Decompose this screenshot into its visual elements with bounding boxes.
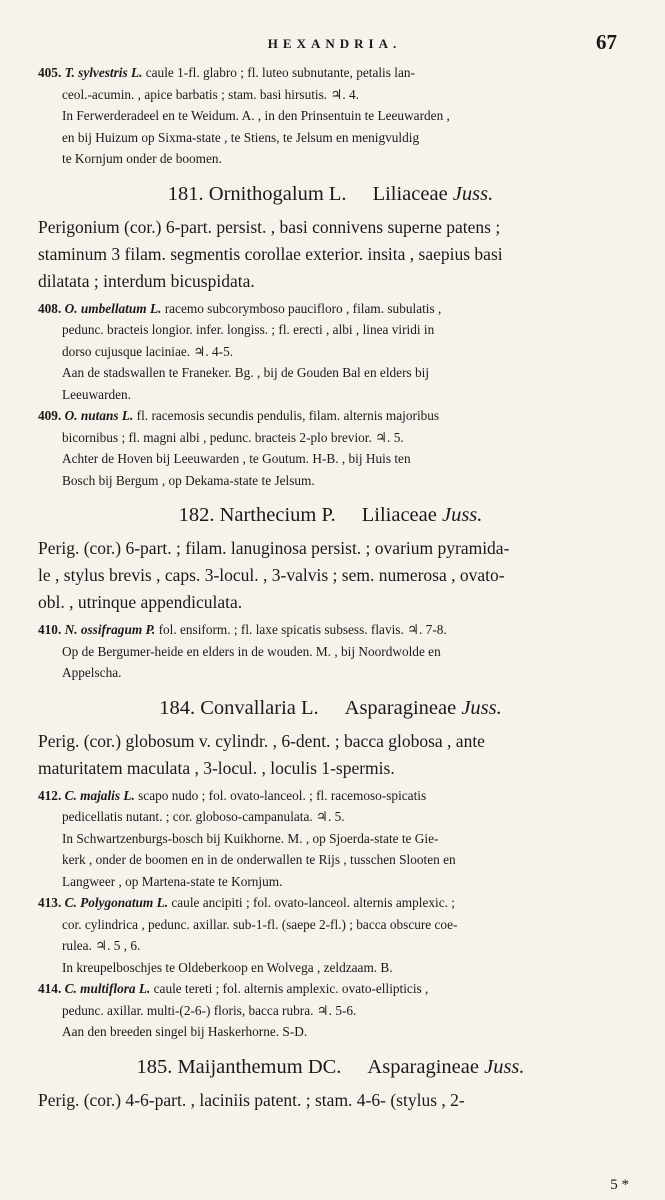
genus-description-line: le , stylus brevis , caps. 3-locul. , 3-valvis ; sem. numerosa , ovato- xyxy=(38,565,505,585)
species-line xyxy=(38,892,623,914)
locality-text: Aan de stadswallen te Franeker. Bg. , bij de Gouden Bal en elders bij xyxy=(62,365,430,380)
locality-text: Aan den breeden singel bij Haskerhorne. S-D. xyxy=(62,1024,308,1039)
genus-description xyxy=(38,1087,623,1114)
genus-heading xyxy=(38,501,623,529)
family-author: Juss. xyxy=(452,182,494,205)
entry-414 xyxy=(38,978,623,1043)
entry-413 xyxy=(38,892,623,978)
entry-412 xyxy=(38,785,623,893)
species-description: fol. ensiform. ; fl. laxe spicatis subsess. flavis. ♃. 7-8. xyxy=(158,622,447,637)
species-name: N. ossifragum P. xyxy=(64,622,156,637)
species-name: O. nutans L. xyxy=(64,408,134,423)
species-description: caule tereti ; fol. alternis amplexic. ovato-ellipticis , xyxy=(153,981,429,996)
entry-408 xyxy=(38,298,623,406)
locality-text: Bosch bij Bergum , op Dekama-state te Jelsum. xyxy=(62,472,315,488)
species-line xyxy=(38,62,623,84)
family-name: Liliaceae xyxy=(361,504,437,526)
locality-text: en bij Huizum op Sixma-state , te Stiens, te Jelsum en menigvuldig xyxy=(62,129,420,145)
genus-description xyxy=(38,535,623,616)
species-number: 409. xyxy=(38,408,62,423)
species-description: fl. racemosis secundis pendulis, filam. alternis majoribus xyxy=(136,408,440,423)
family-name: Liliaceae xyxy=(372,182,448,205)
species-line xyxy=(38,978,623,1000)
species-description: scapo nudo ; fol. ovato-lanceol. ; fl. racemoso-spicatis xyxy=(138,787,427,803)
genus-description-line: staminum 3 filam. segmentis corollae exterior. insita , saepius basi xyxy=(38,243,503,264)
locality-text: Op de Bergumer-heide en elders in de wouden. M. , bij Noordwolde en xyxy=(62,643,441,659)
genus-description-line: Perig. (cor.) globosum v. cylindr. , 6-dent. ; bacca globosa , ante xyxy=(38,730,485,751)
genus-description-line: Perigonium (cor.) 6-part. persist. , basi connivens superne patens ; xyxy=(38,216,501,237)
genus-title: 185. Maijanthemum DC. xyxy=(136,1055,342,1078)
species-description: dorso cujusque laciniae. ♃. 4-5. xyxy=(62,343,234,359)
locality-text: In Schwartzenburgs-bosch bij Kuikhorne. M. , op Sjoerda-state te Gie- xyxy=(62,830,439,846)
genus-title: 182. Narthecium P. xyxy=(178,504,336,526)
species-description: rulea. ♃. 5 , 6. xyxy=(62,938,141,953)
species-description: pedunc. bracteis longior. infer. longiss. ; fl. erecti , albi , linea viridi in xyxy=(62,322,435,337)
genus-heading xyxy=(38,694,623,722)
genus-description-line: dilatata ; interdum bicuspidata. xyxy=(38,270,255,291)
species-number: 414. xyxy=(38,981,62,996)
species-number: 405. xyxy=(38,65,62,80)
entry-409 xyxy=(38,405,623,491)
species-name: C. multiflora L. xyxy=(64,981,151,996)
species-description: racemo subcorymboso paucifloro , filam. subulatis , xyxy=(164,300,442,316)
genus-title: 184. Convallaria L. xyxy=(159,696,319,719)
running-title: HEXANDRIA. xyxy=(267,36,402,51)
locality-text: In Ferwerderadeel en te Weidum. A. , in den Prinsentuin te Leeuwarden , xyxy=(62,108,450,123)
species-line xyxy=(38,405,623,427)
genus-description-line: maturitatem maculata , 3-locul. , loculis 1-spermis. xyxy=(38,757,395,778)
entry-410 xyxy=(38,619,623,684)
species-name: O. umbellatum L. xyxy=(64,300,162,316)
species-name: T. sylvestris L. xyxy=(64,65,143,80)
locality-text: te Kornjum onder de boomen. xyxy=(62,151,222,166)
genus-description xyxy=(38,214,623,295)
locality-text: Appelscha. xyxy=(62,665,122,680)
species-number: 410. xyxy=(38,622,62,637)
species-name: C. Polygonatum L. xyxy=(64,895,169,910)
family-author: Juss. xyxy=(484,1055,525,1078)
entry-405 xyxy=(38,62,623,170)
species-description: cor. cylindrica , pedunc. axillar. sub-1-fl. (saepe 2-fl.) ; bacca obscure coe- xyxy=(62,916,458,932)
family-author: Juss. xyxy=(441,504,483,526)
locality-text: Achter de Hoven bij Leeuwarden , te Goutum. H-B. , bij Huis ten xyxy=(62,451,411,466)
species-line xyxy=(38,298,623,320)
locality-text: kerk , onder de boomen en in de onderwallen te Rijs , tusschen Slooten en xyxy=(62,852,456,867)
species-number: 412. xyxy=(38,787,62,803)
genus-heading xyxy=(38,1053,623,1081)
locality-text: In kreupelboschjes te Oldeberkoop en Wolvega , zeldzaam. B. xyxy=(62,959,393,975)
species-number: 408. xyxy=(38,300,62,316)
family-name: Asparagineae xyxy=(367,1055,479,1078)
species-line xyxy=(38,619,623,641)
family-author: Juss. xyxy=(461,696,502,719)
species-description: pedicellatis nutant. ; cor. globoso-campanulata. ♃. 5. xyxy=(62,809,345,824)
page-number: 67 xyxy=(596,30,617,54)
species-description: ceol.-acumin. , apice barbatis ; stam. basi hirsutis. ♃. 4. xyxy=(62,86,359,102)
locality-text: Langweer , op Martena-state te Kornjum. xyxy=(62,873,283,889)
genus-description-line: Perig. (cor.) 4-6-part. , laciniis patent. ; stam. 4-6- (stylus , 2- xyxy=(38,1089,465,1110)
genus-heading xyxy=(38,180,623,208)
running-head xyxy=(38,0,623,62)
species-description: caule 1-fl. glabro ; fl. luteo subnutante, petalis lan- xyxy=(145,65,415,80)
signature-mark: 5 * xyxy=(610,1177,629,1193)
genus-description-line: obl. , utrinque appendiculata. xyxy=(38,592,243,612)
locality-text: Leeuwarden. xyxy=(62,386,132,402)
species-line xyxy=(38,785,623,807)
species-number: 413. xyxy=(38,895,62,910)
species-description: bicornibus ; fl. magni albi , pedunc. bracteis 2-plo brevior. ♃. 5. xyxy=(62,429,404,445)
species-description: caule ancipiti ; fol. ovato-lanceol. alternis amplexic. ; xyxy=(171,895,455,910)
genus-title: 181. Ornithogalum L. xyxy=(167,182,347,205)
genus-description-line: Perig. (cor.) 6-part. ; filam. lanuginosa persist. ; ovarium pyramida- xyxy=(38,538,510,558)
species-name: C. majalis L. xyxy=(64,787,135,803)
genus-description xyxy=(38,728,623,782)
family-name: Asparagineae xyxy=(344,696,457,719)
species-description: pedunc. axillar. multi-(2-6-) floris, bacca rubra. ♃. 5-6. xyxy=(62,1002,357,1018)
